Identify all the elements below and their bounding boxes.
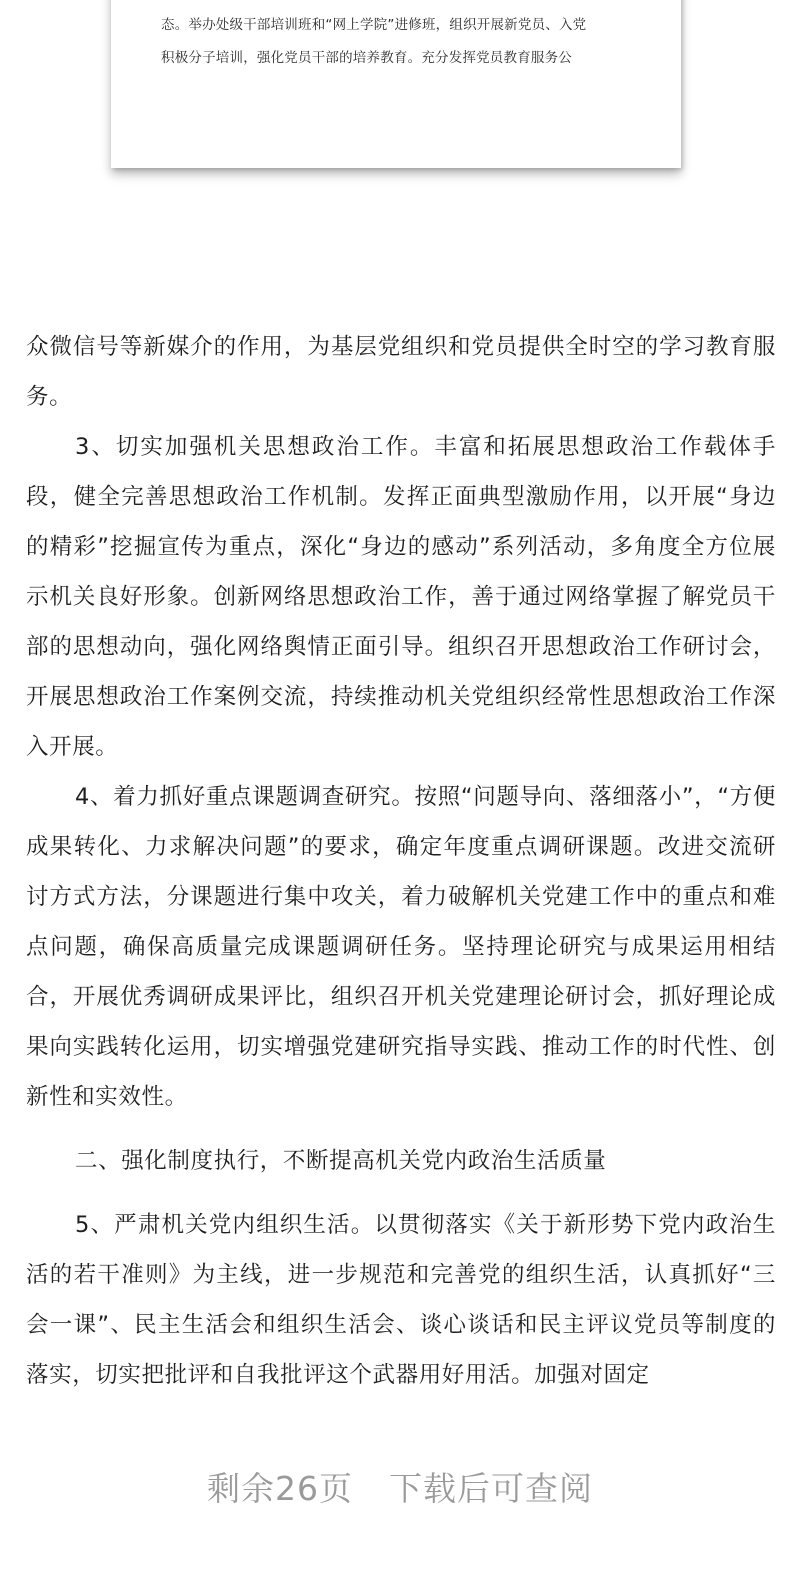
paragraph: 众微信号等新媒介的作用，为基层党组织和党员提供全时空的学习教育服务。 bbox=[26, 334, 776, 410]
preview-text-line: 态。举办处级干部培训班和“网上学院”进修班，组织开展新党员、入党 bbox=[161, 17, 587, 33]
paragraph: 5、严肃机关党内组织生活。以贯彻落实《关于新形势下党内政治生活的若干准则》为主线，进一步规范和完善党的组织生活，认真抓好“三会一课”、民主生活会和组织生活会、谈心谈话和民主评议党员等制度的落实，切实把批评和自我批评这个武器用好用活。加强对固定 bbox=[26, 1212, 776, 1388]
remaining-pages-text: 剩余26页 bbox=[207, 1469, 353, 1508]
paragraph: 4、着力抓好重点课题调查研究。按照“问题导向、落细落小”，“方便成果转化、力求解决问题”的要求，确定年度重点调研课题。改进交流研讨方式方法，分课题进行集中攻关，着力破解机关党建工作中的重点和难点问题，确保高质量完成课题调研任务。坚持理论研究与成果运用相结合，开展优秀调研成果评比，组织召开机关党建理论研讨会，抓好理论成果向实践转化运用，切实增强党建研究指导实践、推动工作的时代性、创新性和实效性。 bbox=[26, 784, 776, 1110]
document-body bbox=[26, 322, 776, 1400]
previous-page-preview bbox=[111, 0, 681, 168]
download-prompt[interactable] bbox=[0, 1464, 800, 1514]
section-heading: 二、强化制度执行，不断提高机关党内政治生活质量 bbox=[75, 1148, 607, 1174]
paragraph: 3、切实加强机关思想政治工作。丰富和拓展思想政治工作载体手段，健全完善思想政治工作机制。发挥正面典型激励作用，以开展“身边的精彩”挖掘宣传为重点，深化“身边的感动”系列活动，多角度全方位展示机关良好形象。创新网络思想政治工作，善于通过网络掌握了解党员干部的思想动向，强化网络舆情正面引导。组织召开思想政治工作研讨会，开展思想政治工作案例交流，持续推动机关党组织经常性思想政治工作深入开展。 bbox=[26, 434, 776, 760]
preview-text-line: 积极分子培训，强化党员干部的培养教育。充分发挥党员教育服务公 bbox=[161, 50, 572, 66]
download-to-view-text: 下载后可查阅 bbox=[389, 1469, 593, 1508]
